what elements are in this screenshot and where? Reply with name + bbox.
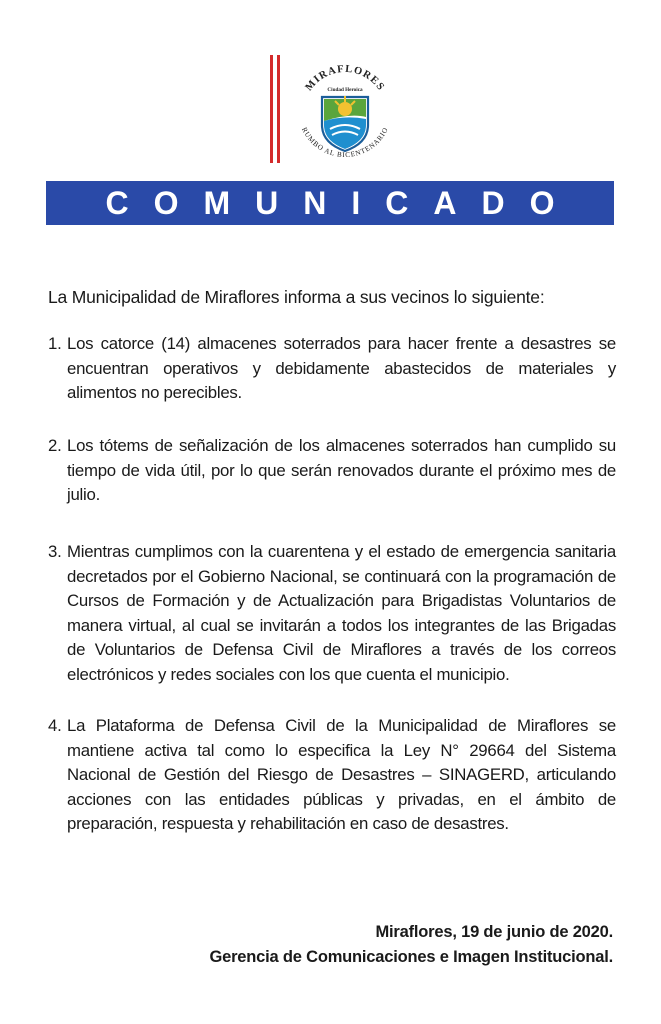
signature-block (209, 920, 613, 970)
list-item (48, 434, 616, 508)
red-stripes (268, 55, 282, 163)
intro-text: La Municipalidad de Miraflores informa a sus vecinos lo siguiente: (48, 287, 545, 307)
item-text: Los tótems de señalización de los almacenes soterrados han cumplido su tiempo de vida útil, por lo que serán renovados durante el próximo mes de julio. (67, 436, 616, 504)
comunicado-banner (46, 181, 614, 225)
item-text: La Plataforma de Defensa Civil de la Municipalidad de Miraflores se mantiene activa tal como lo especifica la Ley N° 29664 del Sistema Nacional de Gestión del Riesgo de Desastres – SINAGERD, articulando acciones con las entidades públicas y privadas, en el ámbito de preparación, respuesta y rehabilitación en caso de desastres. (67, 716, 616, 833)
signature-office: Gerencia de Comunicaciones e Imagen Institucional. (209, 948, 613, 966)
logo-ring-text: RUMBO AL BICENTENARIO (300, 125, 391, 160)
item-text: Mientras cumplimos con la cuarentena y el estado de emergencia sanitaria decretados por el Gobierno Nacional, se continuará con la programación de Cursos de Formación y de Actualización para Brigadistas Voluntarios de manera virtual, al cual se invitarán a todos los integrantes de las Brigadas de Voluntarios de Defensa Civil de Miraflores a través de los correos electrónicos y redes sociales con los que cuenta el municipio. (67, 542, 616, 684)
banner-title: COMUNICADO (105, 184, 580, 221)
item-number: 1. (48, 334, 62, 353)
municipality-logo (268, 55, 398, 165)
miraflores-crest-icon (290, 55, 400, 165)
logo-motto-text: Ciudad Heroica (327, 87, 363, 93)
list-item (48, 540, 616, 687)
logo-name-text: MIRAFLORES (303, 63, 387, 94)
item-number: 3. (48, 542, 62, 561)
item-number: 4. (48, 716, 62, 735)
list-item (48, 332, 616, 406)
item-number: 2. (48, 436, 62, 455)
item-text: Los catorce (14) almacenes soterrados para hacer frente a desastres se encuentran operativos y debidamente abastecidos de materiales y alimentos no perecibles. (67, 334, 616, 402)
signature-place-date: Miraflores, 19 de junio de 2020. (375, 923, 613, 941)
list-item (48, 714, 616, 837)
